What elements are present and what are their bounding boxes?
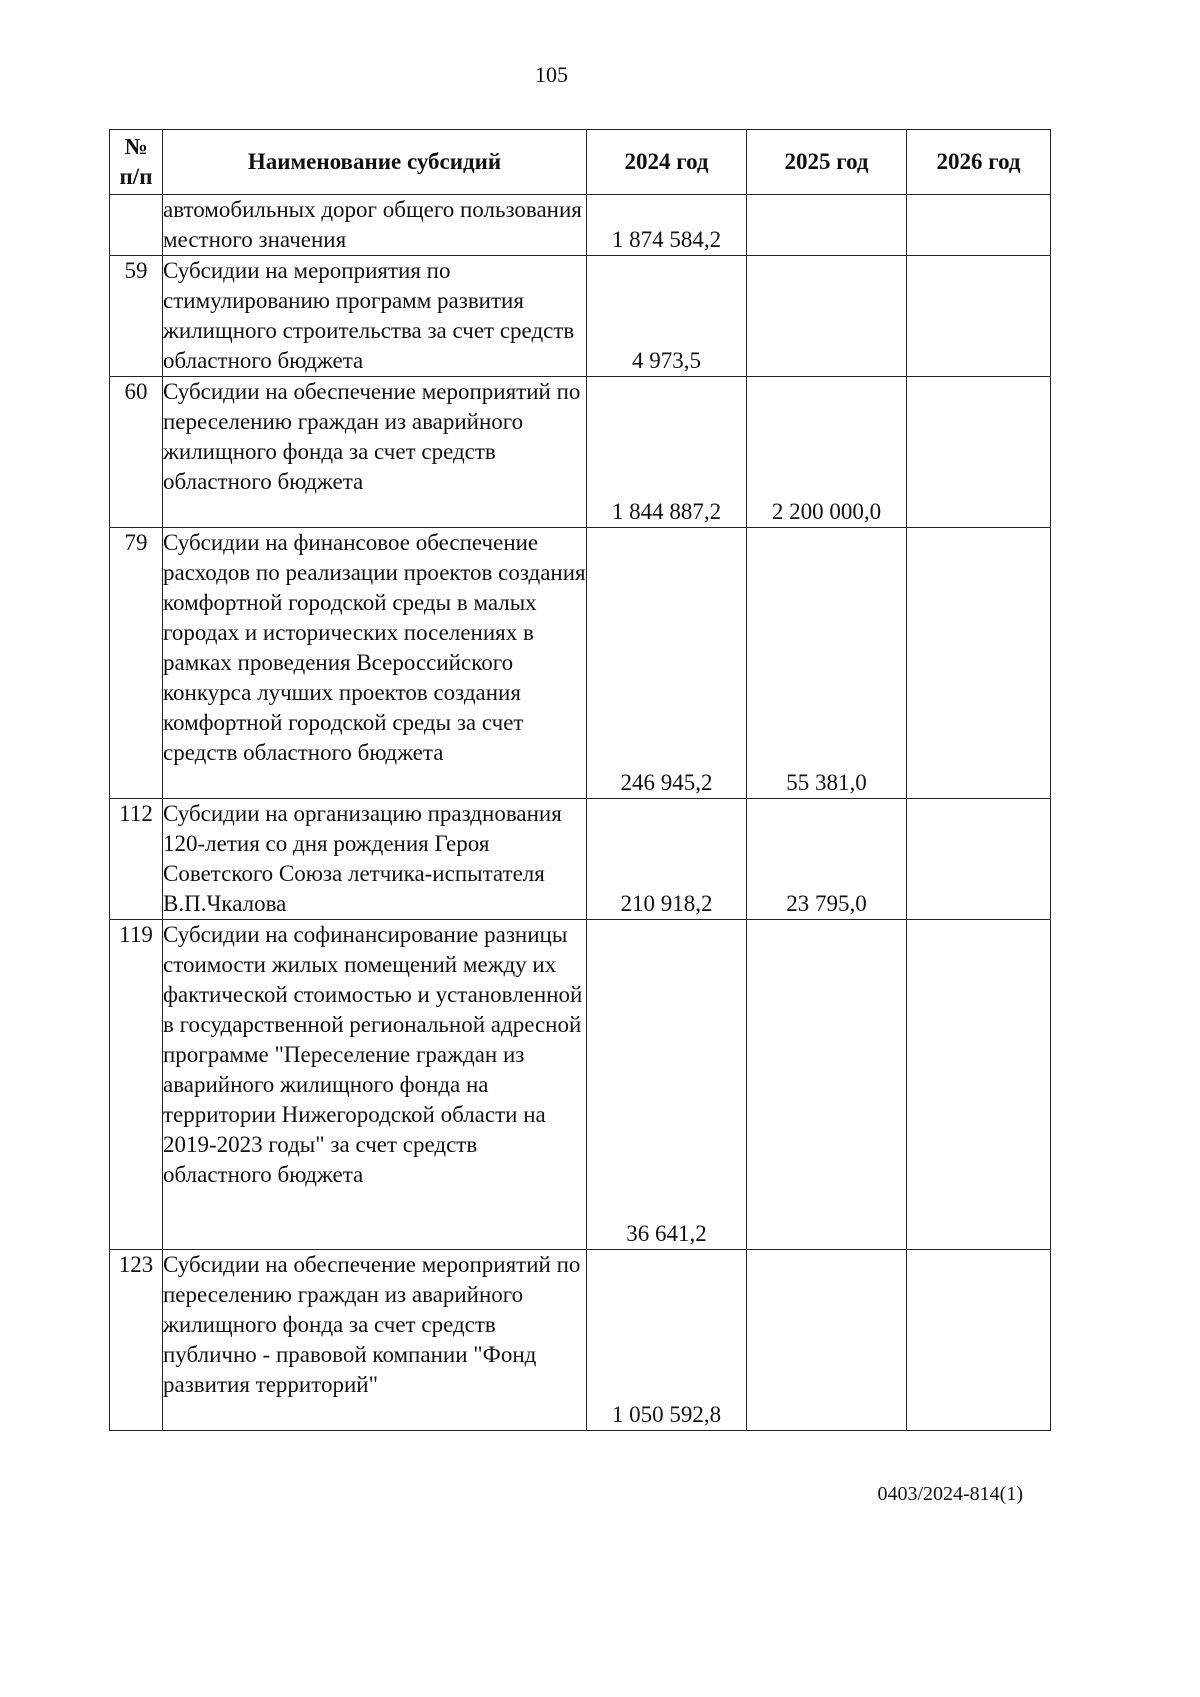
row-number: 59 [110,256,163,377]
header-2026: 2026 год [907,130,1051,195]
table-row [110,1250,1051,1431]
value-2026 [907,256,1051,377]
value-2025: 2 200 000,0 [747,377,907,528]
table-row [110,377,1051,528]
header-2025: 2025 год [747,130,907,195]
value-2026 [907,195,1051,256]
value-2025 [747,1250,907,1431]
row-number: 119 [110,920,163,1250]
table-row [110,256,1051,377]
table-header [110,130,1051,195]
row-number [110,195,163,256]
value-2024: 1 844 887,2 [587,377,747,528]
value-2024: 1 050 592,8 [587,1250,747,1431]
value-2026 [907,799,1051,920]
subsidy-name: Субсидии на финансовое обеспечение расходов по реализации проектов создания комфортной городской среды в малых городах и исторических поселениях в рамках проведения Всероссийского конкурса лучших проектов создания комфортной городской среды за счет средств областного бюджета [163,528,587,799]
table-row [110,195,1051,256]
value-2026 [907,377,1051,528]
row-number: 60 [110,377,163,528]
value-2024: 246 945,2 [587,528,747,799]
value-2025: 55 381,0 [747,528,907,799]
table-row [110,920,1051,1250]
row-number: 79 [110,528,163,799]
subsidy-name: автомобильных дорог общего пользования местного значения [163,195,587,256]
subsidies-table [109,129,1051,1431]
subsidy-name: Субсидии на мероприятия по стимулированию программ развития жилищного строительства за счет средств областного бюджета [163,256,587,377]
value-2024: 210 918,2 [587,799,747,920]
subsidy-name: Субсидии на организацию празднования 120-летия со дня рождения Героя Советского Союза летчика-испытателя В.П.Чкалова [163,799,587,920]
subsidy-name: Субсидии на софинансирование разницы стоимости жилых помещений между их фактической стоимостью и установленной в государственной региональной адресной программе "Переселение граждан из аварийного жилищного фонда на территории Нижегородской области на 2019-2023 годы" за счет средств областного бюджета [163,920,587,1250]
table-row [110,799,1051,920]
document-code: 0403/2024-814(1) [877,1483,1023,1505]
header-2024: 2024 год [587,130,747,195]
value-2025: 23 795,0 [747,799,907,920]
value-2024: 4 973,5 [587,256,747,377]
header-row [110,130,1051,195]
value-2026 [907,920,1051,1250]
subsidy-name: Субсидии на обеспечение мероприятий по переселению граждан из аварийного жилищного фонда за счет средств областного бюджета [163,377,587,528]
table-row [110,528,1051,799]
value-2025 [747,195,907,256]
table-body [110,195,1051,1431]
value-2024: 36 641,2 [587,920,747,1250]
value-2026 [907,528,1051,799]
value-2025 [747,920,907,1250]
row-number: 123 [110,1250,163,1431]
page-number: 105 [535,62,568,87]
value-2025 [747,256,907,377]
header-number-abbrev: п/п [119,164,153,189]
header-number-symbol: № [124,134,148,159]
header-name: Наименование субсидий [163,130,587,195]
row-number: 112 [110,799,163,920]
subsidy-name: Субсидии на обеспечение мероприятий по переселению граждан из аварийного жилищного фонда за счет средств публично - правовой компании "Фонд развития территорий" [163,1250,587,1431]
value-2024: 1 874 584,2 [587,195,747,256]
header-number [110,130,163,195]
value-2026 [907,1250,1051,1431]
